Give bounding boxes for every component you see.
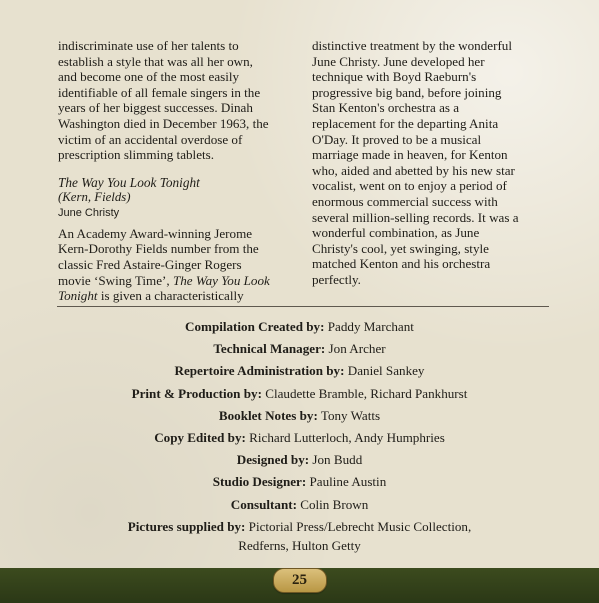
left-paragraph-line: victim of an accidental overdose of xyxy=(58,131,243,147)
credit-line xyxy=(0,405,599,427)
left-paragraph-line: classic Fred Astaire-Ginger Rogers xyxy=(58,256,242,272)
credit-line xyxy=(0,516,599,538)
track-songwriters: (Kern, Fields) xyxy=(58,190,131,205)
credit-label: Compilation Created by: xyxy=(185,319,325,334)
credit-value: Claudette Bramble, Richard Pankhurst xyxy=(265,385,468,401)
left-paragraph-line: identifiable of all female singers in the xyxy=(58,84,261,100)
right-paragraph-line: wonderful combination, as June xyxy=(312,225,480,241)
right-paragraph-line: technique with Boyd Raeburn's xyxy=(312,69,477,85)
section-divider xyxy=(57,306,549,307)
credit-line xyxy=(0,494,599,516)
right-paragraph-line: Stan Kenton's orchestra as a xyxy=(312,100,460,116)
credit-label: Copy Edited by: xyxy=(154,430,246,446)
right-paragraph-line: who, aided and abetted by his new star xyxy=(312,162,515,178)
right-paragraph-line: perfectly. xyxy=(312,271,361,287)
credit-value: Jon Archer xyxy=(328,341,386,357)
credit-line xyxy=(0,338,599,360)
credit-line xyxy=(0,360,599,382)
track-artist: June Christy xyxy=(58,206,120,219)
credit-label: Repertoire Administration by: xyxy=(174,363,345,379)
right-column xyxy=(312,38,550,288)
right-paragraph-line: O'Day. It proved to be a musical xyxy=(312,131,482,147)
credit-label: Print & Production by: xyxy=(131,385,262,401)
right-paragraph-line: vocalist, went on to enjoy a period of xyxy=(312,178,507,194)
credit-label: Booklet Notes by: xyxy=(218,407,318,423)
left-paragraph-line xyxy=(58,288,294,304)
left-paragraph-line: Washington died in December 1963, the xyxy=(58,115,269,131)
right-paragraph-line: Christy's cool, yet swinging, style xyxy=(312,240,489,256)
page-number-badge xyxy=(273,568,327,593)
credit-line xyxy=(0,471,599,493)
credit-value: Richard Lutterloch, Andy Humphries xyxy=(249,430,445,446)
credit-label: Pictures supplied by: xyxy=(127,518,246,534)
left-paragraph-line: indiscriminate use of her talents to xyxy=(58,38,239,53)
credits-block xyxy=(0,316,599,554)
left-paragraph-line: establish a style that was all her own, xyxy=(58,53,253,69)
credit-label: Designed by: xyxy=(236,452,310,468)
credit-value: Colin Brown xyxy=(300,496,369,512)
credit-value: Pictorial Press/Lebrecht Music Collection, xyxy=(248,518,472,534)
right-paragraph-line: enormous commercial success with xyxy=(312,193,498,209)
credit-continuation: Redferns, Hulton Getty xyxy=(238,538,361,554)
left-column xyxy=(58,38,294,304)
credit-value: Tony Watts xyxy=(320,407,381,423)
right-paragraph-line: several million-selling records. It was a xyxy=(312,209,519,225)
left-paragraph-line xyxy=(58,273,294,289)
credit-label: Studio Designer: xyxy=(212,474,307,490)
track-title: The Way You Look Tonight xyxy=(58,174,200,190)
credit-value: Jon Budd xyxy=(312,452,363,468)
right-paragraph-line: matched Kenton and his orchestra xyxy=(312,256,491,272)
song-title-inline: Tonight xyxy=(58,288,98,304)
left-paragraph-line: and become one of the most easily xyxy=(58,69,240,85)
left-paragraph-line: Kern-Dorothy Fields number from the xyxy=(58,241,259,257)
left-paragraph-line: An Academy Award-winning Jerome xyxy=(58,225,253,241)
credit-label: Technical Manager: xyxy=(213,341,326,357)
left-paragraph-line: prescription slimming tablets. xyxy=(58,147,215,163)
credit-value: Paddy Marchant xyxy=(327,319,414,334)
left-paragraph-line: years of her biggest successes. Dinah xyxy=(58,100,253,116)
credit-line xyxy=(0,383,599,405)
credit-label: Consultant: xyxy=(230,496,297,512)
right-paragraph-line: marriage made in heaven, for Kenton xyxy=(312,147,508,163)
credit-line xyxy=(0,427,599,449)
right-paragraph-line: progressive big band, before joining xyxy=(312,84,502,100)
page-number: 25 xyxy=(292,572,307,588)
credit-value: Pauline Austin xyxy=(309,474,387,490)
credit-value: Daniel Sankey xyxy=(347,363,425,379)
line-text: movie ‘Swing Time’, xyxy=(58,272,173,288)
line-text: is given a characteristically xyxy=(97,288,244,304)
right-paragraph-line: distinctive treatment by the wonderful xyxy=(312,38,512,53)
right-paragraph-line: replacement for the departing Anita xyxy=(312,115,499,131)
song-title-inline: The Way You Look xyxy=(172,272,270,288)
credit-line xyxy=(0,449,599,471)
credit-line xyxy=(0,316,599,338)
right-paragraph-line: June Christy. June developed her xyxy=(312,53,485,69)
